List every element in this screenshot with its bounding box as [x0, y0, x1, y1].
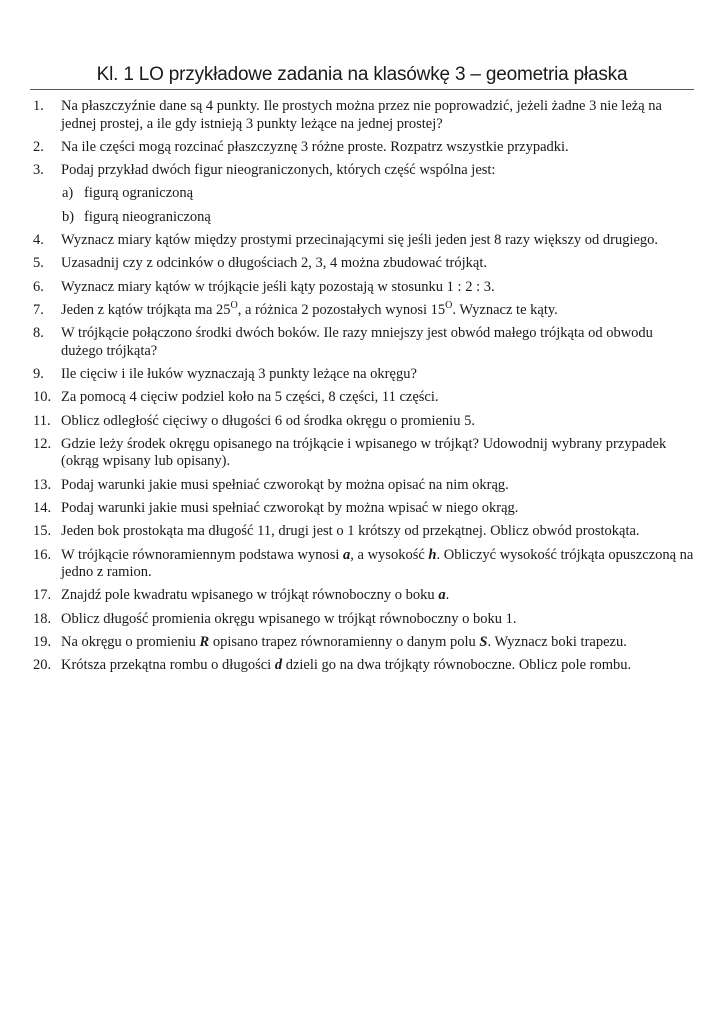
text-segment: Na okręgu o promieniu	[61, 633, 200, 650]
subtask-item	[30, 209, 694, 227]
subtask-text: figurą nieograniczoną	[84, 208, 211, 225]
task-text: Podaj warunki jakie musi spełniać czworokąt by można opisać na nim okrąg.	[61, 476, 509, 493]
task-text: W trójkącie połączono środki dwóch boków. Ile razy mniejszy jest obwód małego trójkąta od obwodu dużego trójkąta?	[61, 325, 653, 359]
task-text: Wyznacz miary kątów między prostymi przecinającymi się jeśli jeden jest 8 razy większy od drugiego.	[61, 231, 659, 248]
task-number: 7.	[33, 301, 44, 318]
task-text	[61, 634, 627, 650]
task-item	[30, 389, 694, 407]
task-text: Na ile części mogą rozcinać płaszczyznę 3 różne proste. Rozpatrz wszystkie przypadki.	[61, 138, 569, 155]
task-item	[30, 413, 694, 431]
text-segment: . Obliczyć wysokość trójkąta opuszczoną na jedno z ramion.	[61, 546, 694, 581]
document-title: Kl. 1 LO przykładowe zadania na klasówkę 3 – geometria płaska	[96, 64, 628, 85]
task-item	[30, 477, 694, 495]
text-segment: Jeden z kątów trójkąta ma 25	[61, 301, 231, 318]
task-item	[30, 587, 694, 605]
task-number: 8.	[33, 325, 44, 342]
subtask-item	[30, 185, 694, 203]
task-number: 3.	[33, 162, 44, 179]
task-number: 19.	[33, 633, 52, 650]
task-number: 1.	[33, 98, 44, 114]
task-item	[30, 657, 694, 675]
task-text	[61, 547, 693, 581]
task-text: Wyznacz miary kątów w trójkącie jeśli kąty pozostają w stosunku 1 : 2 : 3.	[61, 278, 495, 295]
task-item	[30, 98, 694, 133]
subtask-label: b)	[62, 208, 75, 225]
task-item	[30, 634, 694, 652]
task-number: 20.	[33, 657, 52, 674]
text-segment: , a różnica 2 pozostałych wynosi 15	[237, 301, 446, 318]
task-text	[61, 587, 449, 603]
task-item	[30, 162, 694, 180]
task-number: 4.	[33, 231, 44, 248]
task-item	[30, 255, 694, 273]
text-segment: . Wyznacz te kąty.	[452, 301, 558, 318]
task-number: 14.	[33, 499, 52, 516]
task-text: Oblicz długość promienia okręgu wpisanego w trójkąt równoboczny o boku 1.	[61, 610, 517, 627]
math-variable: a	[438, 587, 446, 604]
task-item	[30, 547, 694, 582]
task-text: Jeden bok prostokąta ma długość 11, drugi jest o 1 krótszy od przekątnej. Oblicz obwód prostokąta.	[61, 523, 640, 540]
task-number: 12.	[33, 435, 52, 452]
degree-mark: O	[230, 300, 238, 312]
math-variable: R	[199, 633, 210, 650]
math-variable: h	[428, 546, 437, 563]
task-number: 16.	[33, 546, 52, 563]
task-item	[30, 366, 694, 384]
task-text	[61, 657, 631, 673]
task-item	[30, 232, 694, 250]
task-text: Podaj przykład dwóch figur nieograniczonych, których część wspólna jest:	[61, 162, 496, 179]
title-underline	[30, 89, 694, 90]
task-item	[30, 302, 694, 320]
task-text: Oblicz odległość cięciwy o długości 6 od środka okręgu o promieniu 5.	[61, 412, 475, 429]
task-item	[30, 139, 694, 157]
subtask-text: figurą ograniczoną	[84, 185, 194, 202]
task-number: 5.	[33, 255, 44, 272]
task-number: 17.	[33, 587, 52, 604]
math-variable: a	[343, 546, 351, 563]
text-segment: dzieli go na dwa trójkąty równoboczne. Oblicz pole rombu.	[282, 657, 632, 674]
text-segment: W trójkącie równoramiennym podstawa wynosi	[61, 546, 344, 563]
text-segment: .	[445, 587, 450, 604]
text-segment: opisano trapez równoramienny o danym polu	[209, 633, 480, 650]
math-variable: S	[479, 633, 488, 650]
text-segment: Znajdź pole kwadratu wpisanego w trójkąt równoboczny o boku	[61, 587, 439, 604]
task-text: Za pomocą 4 cięciw podziel koło na 5 części, 8 części, 11 części.	[61, 389, 439, 406]
task-list	[30, 98, 694, 681]
text-segment: , a wysokość	[350, 546, 429, 563]
task-text	[61, 302, 558, 318]
task-number: 2.	[33, 138, 44, 155]
text-segment: . Wyznacz boki trapezu.	[487, 633, 627, 650]
task-number: 11.	[33, 412, 51, 429]
task-text: Ile cięciw i ile łuków wyznaczają 3 punkty leżące na okręgu?	[61, 365, 417, 382]
task-item	[30, 523, 694, 541]
task-number: 6.	[33, 278, 44, 295]
task-number: 9.	[33, 365, 44, 382]
task-text: Gdzie leży środek okręgu opisanego na trójkącie i wpisanego w trójkąt? Udowodnij wybrany przypadek (okrąg wpisany lub opisany).	[61, 435, 667, 470]
math-variable: d	[274, 657, 283, 674]
degree-mark: O	[445, 300, 453, 312]
task-number: 10.	[33, 389, 52, 406]
task-item	[30, 436, 694, 471]
task-item	[30, 279, 694, 297]
task-number: 13.	[33, 476, 52, 493]
task-text: Uzasadnij czy z odcinków o długościach 2, 3, 4 można zbudować trójkąt.	[61, 255, 488, 272]
task-item	[30, 500, 694, 518]
text-segment: Krótsza przekątna rombu o długości	[61, 657, 275, 674]
subtask-label: a)	[62, 185, 74, 202]
task-item	[30, 325, 694, 360]
task-text: Na płaszczyźnie dane są 4 punkty. Ile prostych można przez nie poprowadzić, jeżeli żadne 3 nie leżą na jednej prostej, a ile gdy istnieją 3 punkty leżące na jednej prostej?	[61, 98, 662, 132]
task-number: 18.	[33, 610, 52, 627]
task-text: Podaj warunki jakie musi spełniać czworokąt by można wpisać w niego okrąg.	[61, 499, 519, 516]
task-item	[30, 611, 694, 629]
task-number: 15.	[33, 523, 52, 540]
